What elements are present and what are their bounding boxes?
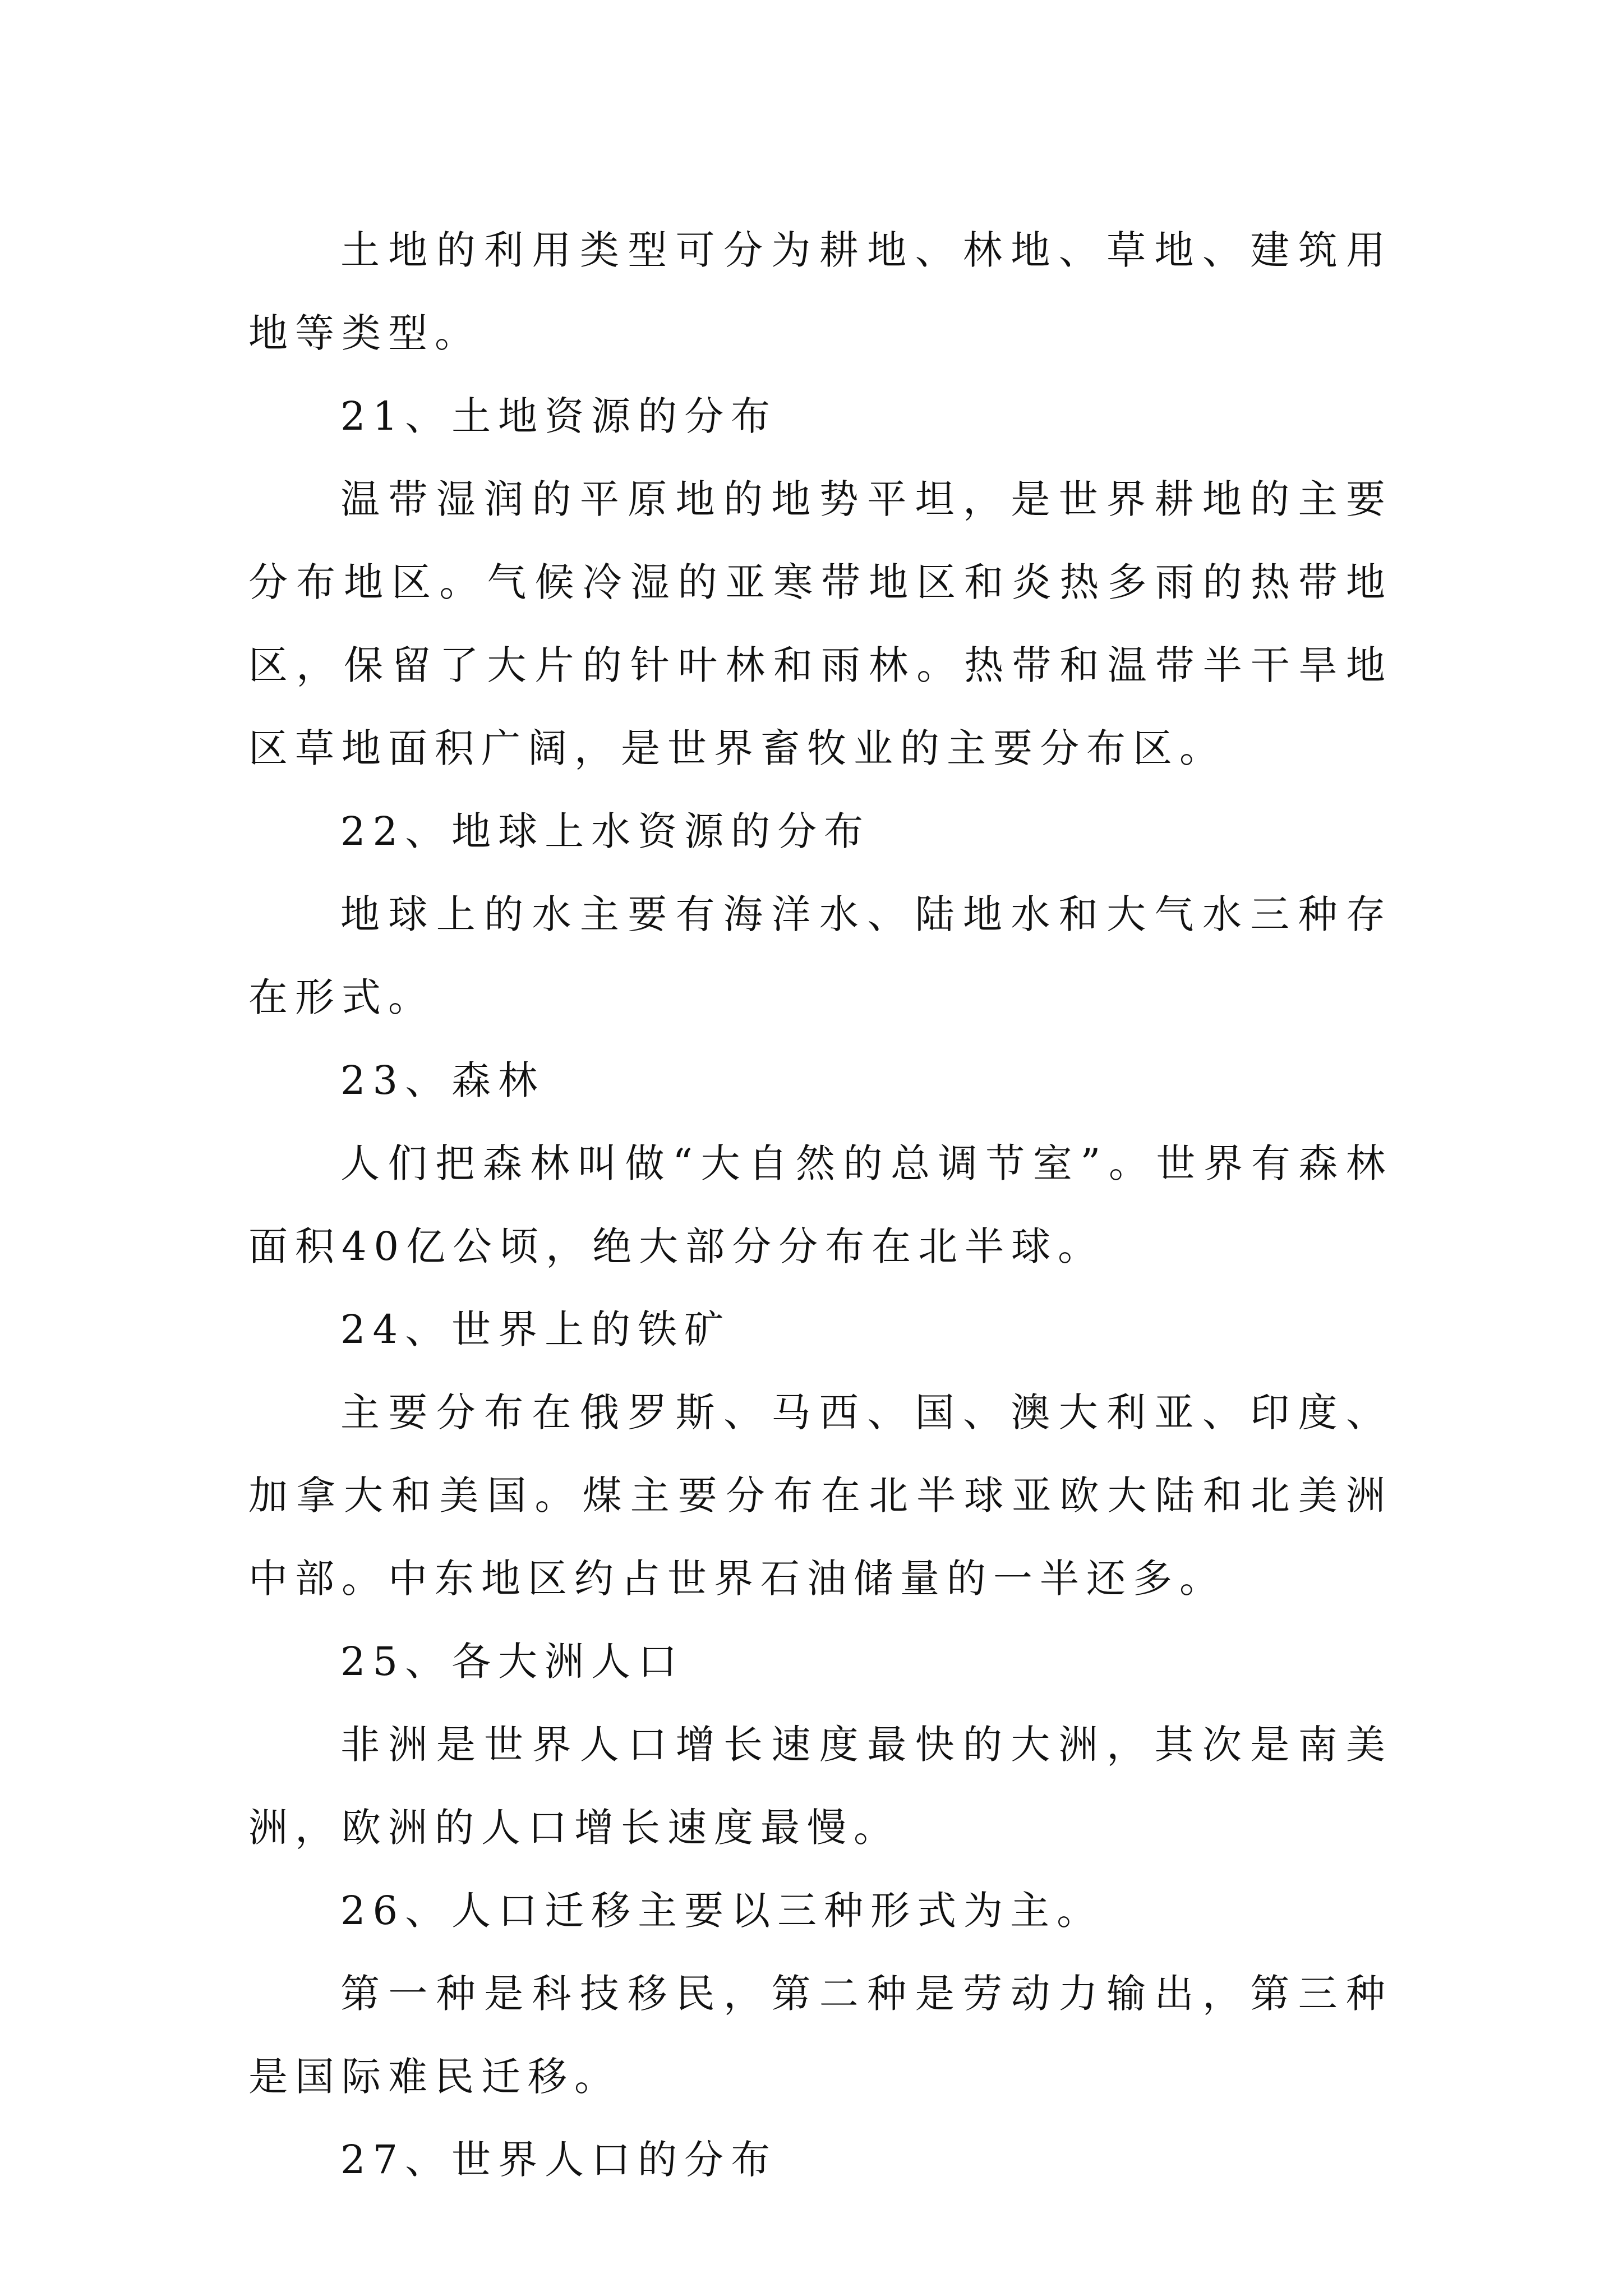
heading-24-iron-ore: 24、世界上的铁矿	[340, 1306, 731, 1352]
paragraph-land-resources: 温带湿润的平原地的地势平坦，是世界耕地的主要分布地区。气候冷湿的亚寒带地区和炎热多雨的热带地区，保留了大片的针叶林和雨林。热带和温带半干旱地区草地面积广阔，是世界畜牧业的主要分布区。	[248, 476, 1393, 771]
paragraph-continent-population: 非洲是世界人口增长速度最快的大洲，其次是南美洲，欧洲的人口增长速度最慢。	[248, 1722, 1393, 1851]
paragraph-migration: 第一种是科技移民，第二种是劳动力输出，第三种是国际难民迁移。	[248, 1971, 1393, 2100]
heading-27-population-distribution: 27、世界人口的分布	[340, 2137, 778, 2183]
paragraph-forests: 人们把森林叫做“大自然的总调节室”。世界有森林面积40亿公顷，绝大部分分布在北半球。	[248, 1140, 1393, 1269]
paragraph-iron-ore: 主要分布在俄罗斯、马西、国、澳大利亚、印度、加拿大和美国。煤主要分布在北半球亚欧大陆和北美洲中部。中东地区约占世界石油储量的一半还多。	[248, 1389, 1393, 1602]
heading-23-forests: 23、森林	[340, 1057, 545, 1103]
heading-26-migration: 26、人口迁移主要以三种形式为主。	[340, 1888, 1104, 1934]
heading-25-continent-population: 25、各大洲人口	[340, 1639, 685, 1685]
heading-21-land-resources: 21、土地资源的分布	[340, 393, 778, 439]
document-body	[248, 209, 1393, 2201]
paragraph-land-use-types: 土地的利用类型可分为耕地、林地、草地、建筑用地等类型。	[248, 227, 1393, 356]
heading-22-water-resources: 22、地球上水资源的分布	[340, 808, 871, 854]
paragraph-water-resources: 地球上的水主要有海洋水、陆地水和大气水三种存在形式。	[248, 891, 1393, 1020]
